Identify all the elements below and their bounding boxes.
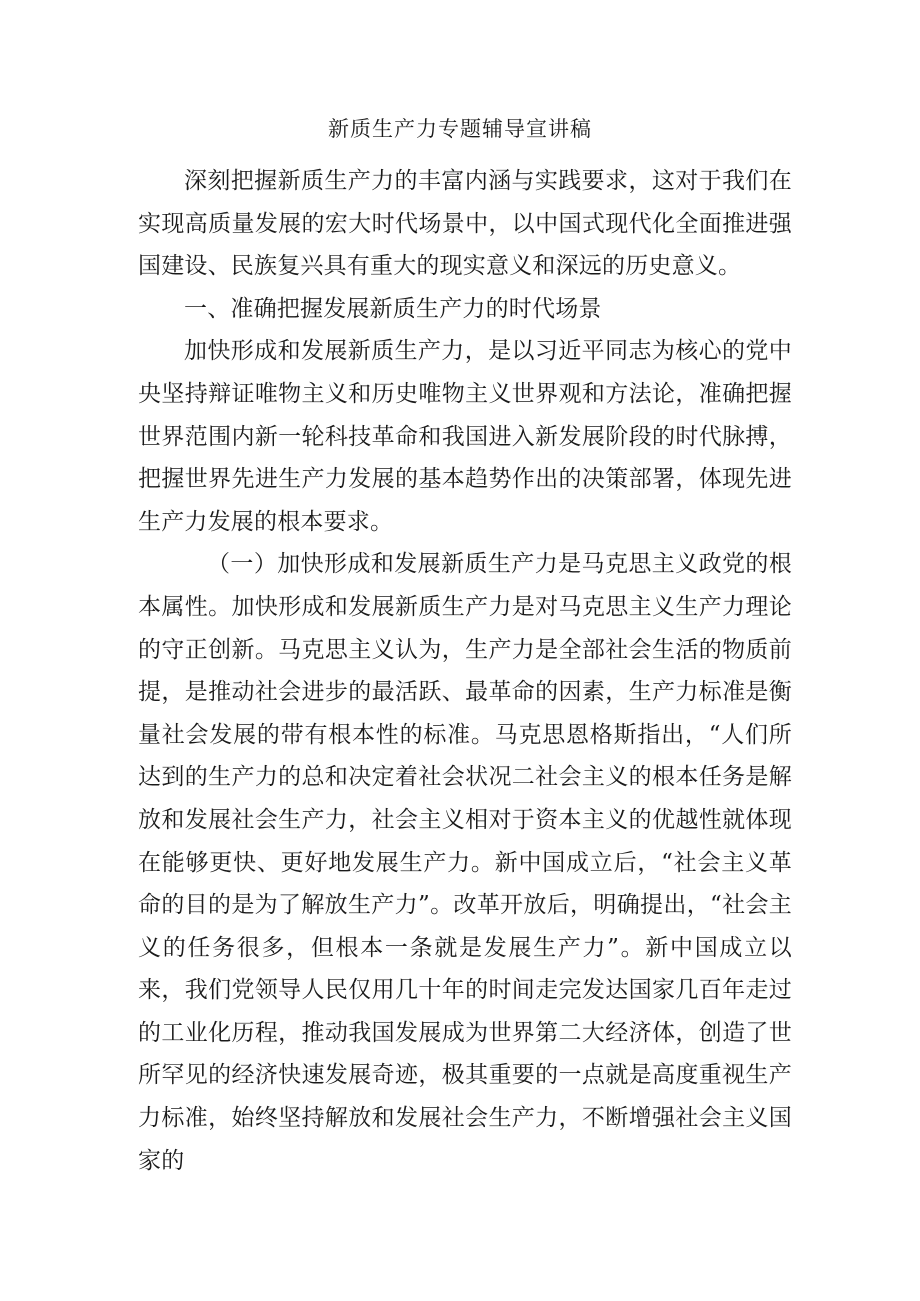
intro-paragraph: 深刻把握新质生产力的丰富内涵与实践要求，这对于我们在实现高质量发展的宏大时代场景中，以中国式现代化全面推进强国建设、民族复兴具有重大的现实意义和深远的历史意义。 bbox=[138, 168, 792, 280]
section-1-paragraph-2: （一）加快形成和发展新质生产力是马克思主义政党的根本属性。加快形成和发展新质生产力是对马克思主义生产力理论的守正创新。马克思主义认为，生产力是全部社会生活的物质前提，是推动社会进步的最活跃、最革命的因素，生产力标准是衡量社会发展的带有根本性的标准。马克思恩格斯指出，“人们所达到的生产力的总和决定着社会状况二社会主义的根本任务是解放和发展社会生产力，社会主义相对于资本主义的优越性就体现在能够更快、更好地发展生产力。新中国成立后，“社会主义革命的目的是为了解放生产力”。改革开放后，明确提出，“社会主义的任务很多，但根本一条就是发展生产力”。新中国成立以来，我们党领导人民仅用几十年的时间走完发达国家几百年走过的工业化历程，推动我国发展成为世界第二大经济体，创造了世所罕见的经济快速发展奇迹，极其重要的一点就是高度重视生产力标准，始终坚持解放和发展社会生产力，不断增强社会主义国家的 bbox=[138, 551, 792, 1174]
document-body bbox=[138, 160, 792, 1182]
section-1-paragraph-1: 加快形成和发展新质生产力，是以习近平同志为核心的党中央坚持辩证唯物主义和历史唯物主义世界观和方法论，准确把握世界范围内新一轮科技革命和我国进入新发展阶段的时代脉搏，把握世界先进生产力发展的基本趋势作出的决策部署，体现先进生产力发展的根本要求。 bbox=[138, 338, 792, 535]
section-1-heading: 一、准确把握发展新质生产力的时代场景 bbox=[184, 295, 602, 322]
document-title: 新质生产力专题辅导宣讲稿 bbox=[328, 117, 592, 141]
